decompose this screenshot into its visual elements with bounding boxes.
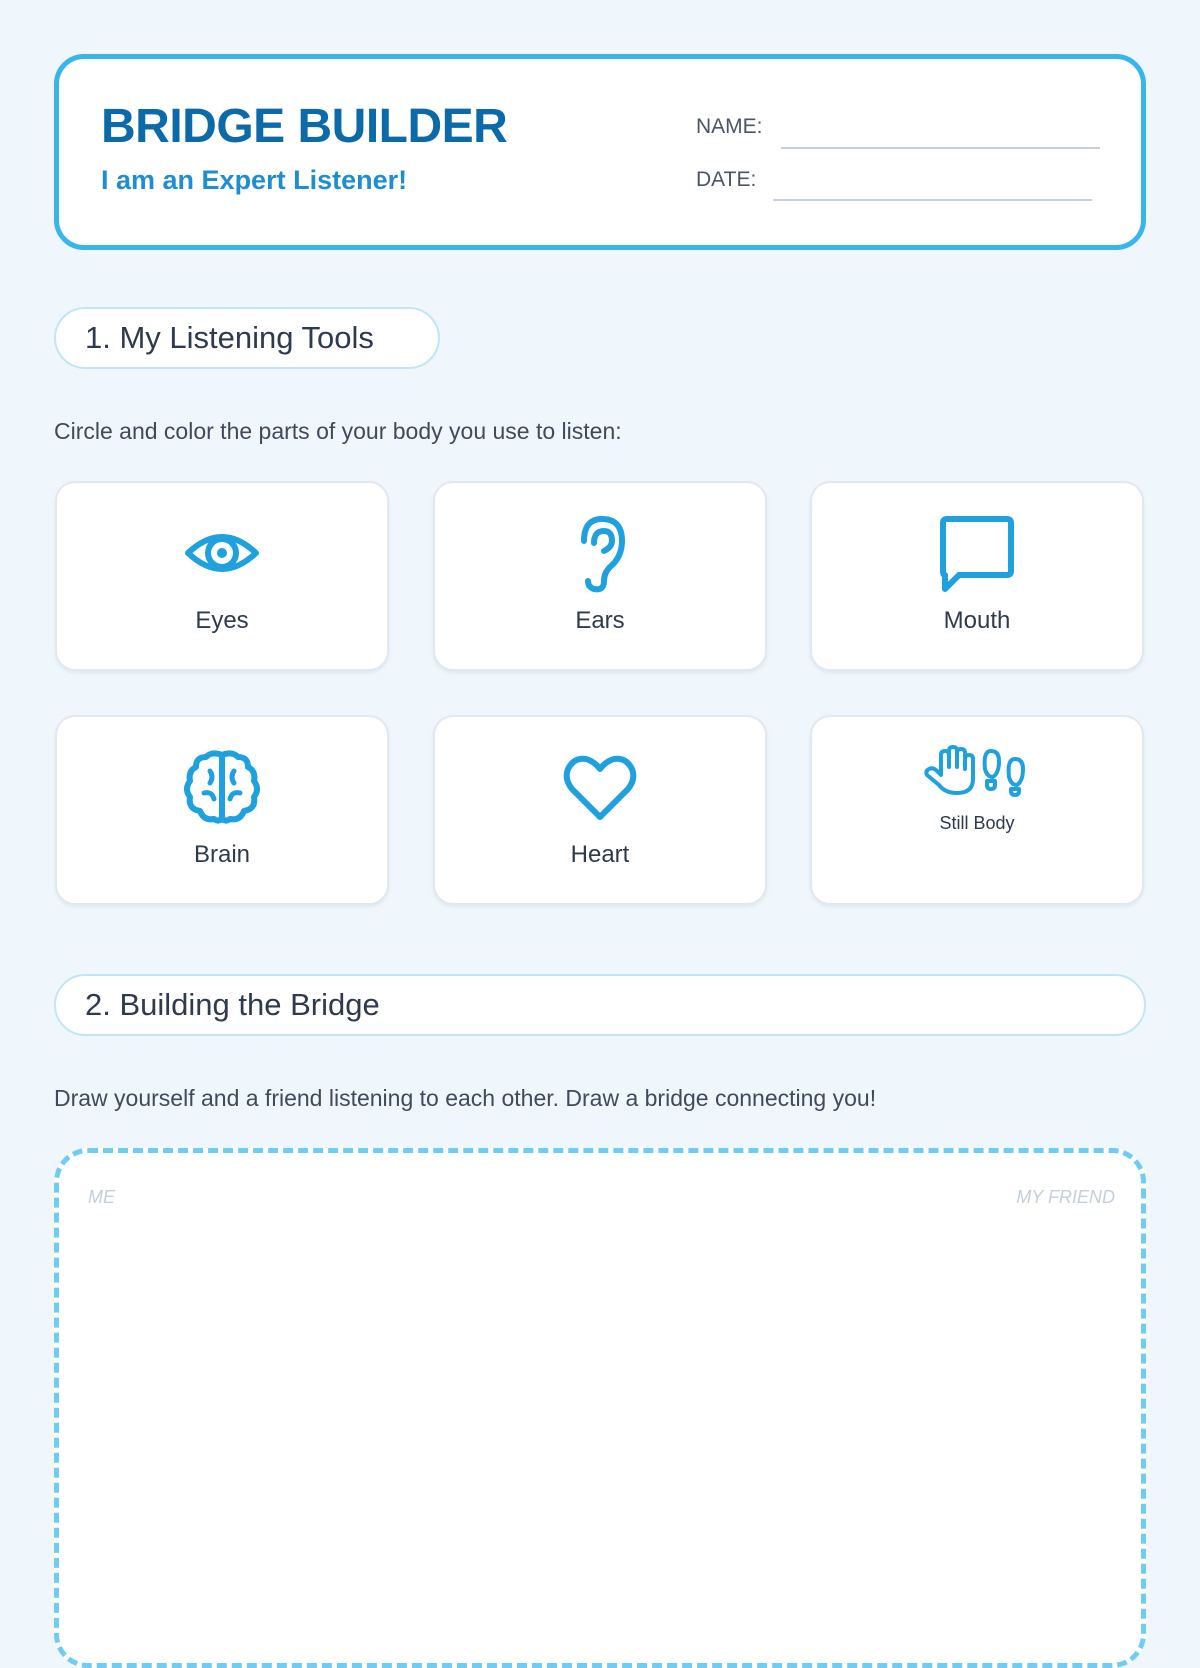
tool-label-brain: Brain (193, 841, 251, 868)
section-2-heading: 2. Building the Bridge (54, 974, 1146, 1036)
worksheet-title: BRIDGE BUILDER (101, 100, 508, 153)
drawing-area[interactable] (54, 1148, 1146, 1668)
me-label: ME (88, 1187, 115, 1207)
tool-label-eyes: Eyes (195, 607, 249, 634)
tool-card-brain[interactable] (55, 715, 389, 905)
speech-bubble-icon (937, 513, 1017, 593)
name-field[interactable] (781, 147, 1100, 149)
tool-label-still-body: Still Body (939, 813, 1015, 833)
tool-card-ears[interactable] (433, 481, 767, 671)
tool-card-still-body[interactable] (810, 715, 1144, 905)
tool-card-eyes[interactable] (55, 481, 389, 671)
eye-icon (182, 513, 262, 593)
worksheet-subtitle: I am an Expert Listener! (101, 165, 408, 195)
ear-icon (560, 513, 640, 593)
tool-card-mouth[interactable] (810, 481, 1144, 671)
section-2-instruction: Draw yourself and a friend listening to each other. Draw a bridge connecting you! (54, 1085, 877, 1111)
date-label: DATE: (696, 168, 757, 191)
tool-label-heart: Heart (570, 841, 630, 868)
hand-and-feet-icon (921, 745, 1033, 797)
heart-icon (560, 747, 640, 827)
my-friend-label: MY FRIEND (1016, 1187, 1115, 1207)
section-1-heading: 1. My Listening Tools (54, 307, 440, 369)
header-card (54, 54, 1146, 250)
tool-label-mouth: Mouth (943, 607, 1011, 634)
section-1-instruction: Circle and color the parts of your body you use to listen: (54, 418, 622, 444)
name-label: NAME: (696, 115, 763, 138)
date-field[interactable] (773, 199, 1092, 201)
brain-icon (182, 747, 262, 827)
tool-card-heart[interactable] (433, 715, 767, 905)
tool-label-ears: Ears (575, 607, 625, 634)
